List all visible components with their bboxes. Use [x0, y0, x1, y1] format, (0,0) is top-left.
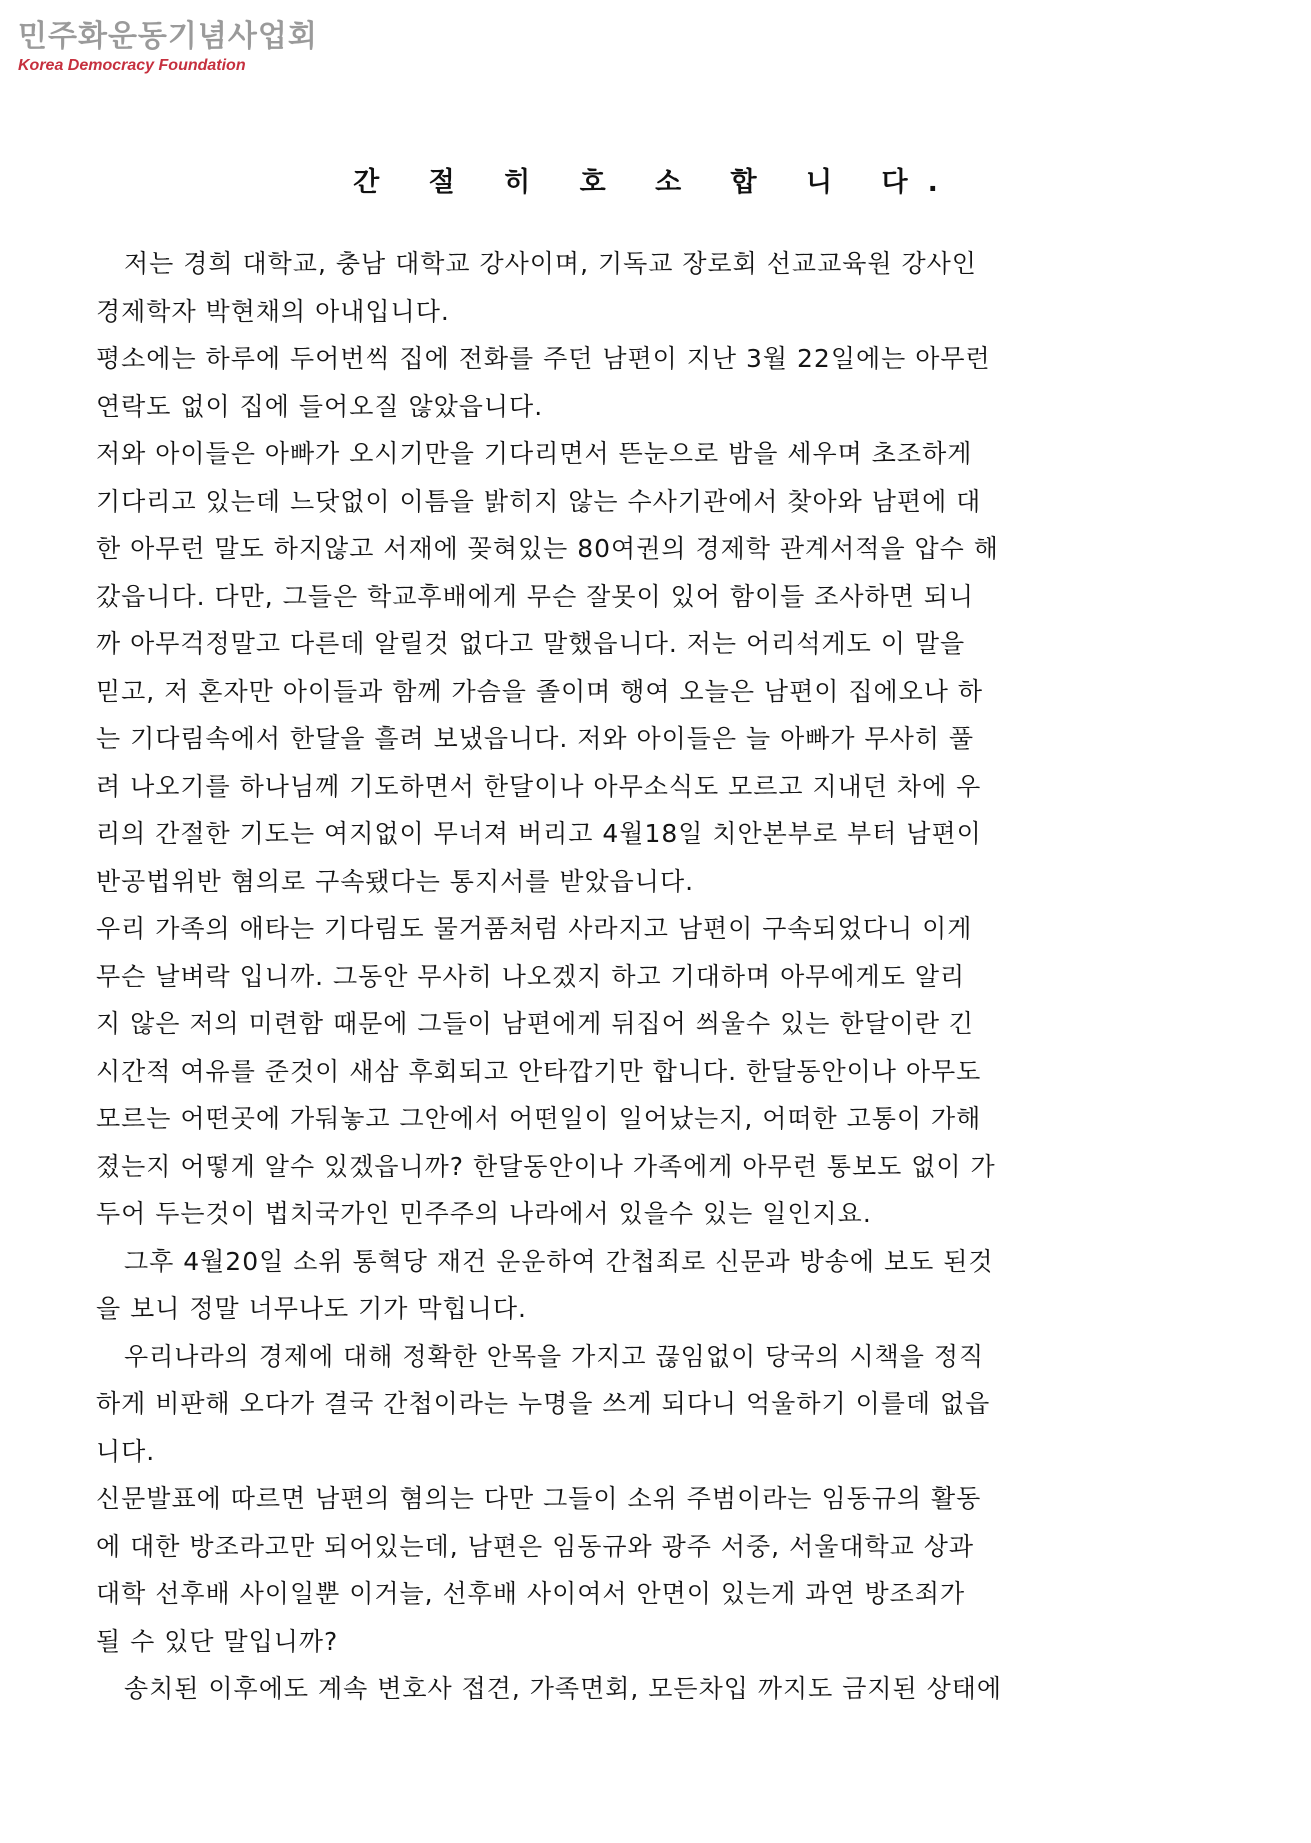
document-line: 기다리고 있는데 느닷없이 이틈을 밝히지 않는 수사기관에서 찾아와 남편에 대: [96, 486, 982, 516]
document-line: 우리 가족의 애타는 기다림도 물거품처럼 사라지고 남편이 구속되었다니 이게: [96, 914, 973, 943]
document-line: 까 아무걱정말고 다른데 알릴것 없다고 말했읍니다. 저는 어리석게도 이 말을: [96, 629, 966, 658]
document-line: 저는 경희 대학교, 충남 대학교 강사이며, 기독교 장로회 선교교육원 강사인: [124, 249, 977, 278]
document-line: 대학 선후배 사이일뿐 이거늘, 선후배 사이여서 안면이 있는게 과연 방조죄가: [96, 1579, 966, 1608]
document-line: 지 않은 저의 미련함 때문에 그들이 남편에게 뒤집어 씌울수 있는 한달이란 긴: [96, 1009, 975, 1038]
document-line: 한 아무런 말도 하지않고 서재에 꽂혀있는 80여권의 경제학 관계서적을 압수 해: [96, 534, 999, 563]
document-line: 연락도 없이 집에 들어오질 않았읍니다.: [96, 391, 544, 421]
document-line: 모르는 어떤곳에 가둬놓고 그안에서 어떤일이 일어났는지, 어떠한 고통이 가해: [96, 1104, 982, 1133]
document-line: 하게 비판해 오다가 결국 간첩이라는 누명을 쓰게 되다니 억울하기 이를데 없읍: [96, 1389, 991, 1418]
document-line: 그후 4월20일 소위 통혁당 재건 운운하여 간첩죄로 신문과 방송에 보도 된것: [124, 1246, 994, 1276]
document-line: 리의 간절한 기도는 여지없이 무너져 버리고 4월18일 치안본부로 부터 남편이: [96, 819, 982, 848]
document-line: 될 수 있단 말입니까?: [96, 1626, 339, 1656]
document-line: 평소에는 하루에 두어번씩 집에 전화를 주던 남편이 지난 3월 22일에는 아무런: [96, 344, 991, 373]
document-line: 저와 아이들은 아빠가 오시기만을 기다리면서 뜬눈으로 밤을 세우며 초조하게: [96, 439, 973, 468]
document-body: [96, 240, 1226, 1713]
document-line: 는 기다림속에서 한달을 흘려 보냈읍니다. 저와 아이들은 늘 아빠가 무사히 풀: [96, 724, 975, 753]
document-line: 을 보니 정말 너무나도 기가 막힙니다.: [96, 1294, 527, 1323]
document-line: 갔읍니다. 다만, 그들은 학교후배에게 무슨 잘못이 있어 함이들 조사하면 되니: [96, 581, 975, 611]
document-line: 에 대한 방조라고만 되어있는데, 남편은 임동규와 광주 서중, 서울대학교 상과: [96, 1531, 975, 1561]
document-line: 경제학자 박현채의 아내입니다.: [96, 296, 450, 326]
document-line: 졌는지 어떻게 알수 있겠읍니까? 한달동안이나 가족에게 아무런 통보도 없이 가: [96, 1151, 996, 1181]
watermark-logo: [18, 18, 318, 76]
document-line: 시간적 여유를 준것이 새삼 후회되고 안타깝기만 합니다. 한달동안이나 아무도: [96, 1056, 982, 1086]
document-title: 간 절 히 호 소 합 니 다.: [353, 167, 958, 198]
document-line: 믿고, 저 혼자만 아이들과 함께 가슴을 졸이며 행여 오늘은 남편이 집에오나 하: [96, 676, 984, 706]
document-line: 려 나오기를 하나님께 기도하면서 한달이나 아무소식도 모르고 지내던 차에 우: [96, 771, 982, 801]
document-line: 신문발표에 따르면 남편의 혐의는 다만 그들이 소위 주범이라는 임동규의 활동: [96, 1484, 982, 1513]
document-line: 반공법위반 혐의로 구속됐다는 통지서를 받았읍니다.: [96, 866, 695, 896]
watermark-english: Korea Democracy Foundation: [18, 57, 246, 74]
document-line: 니다.: [96, 1436, 156, 1466]
document-line: 송치된 이후에도 계속 변호사 접견, 가족면회, 모든차입 까지도 금지된 상태에: [124, 1674, 1003, 1703]
watermark-korean: 민주화운동기념사업회: [18, 19, 318, 54]
document-line: 무슨 날벼락 입니까. 그동안 무사히 나오겠지 하고 기대하며 아무에게도 알리: [96, 961, 966, 991]
document-line: 두어 두는것이 법치국가인 민주주의 나라에서 있을수 있는 일인지요.: [96, 1199, 872, 1228]
document-line: 우리나라의 경제에 대해 정확한 안목을 가지고 끊임없이 당국의 시책을 정직: [124, 1341, 985, 1371]
